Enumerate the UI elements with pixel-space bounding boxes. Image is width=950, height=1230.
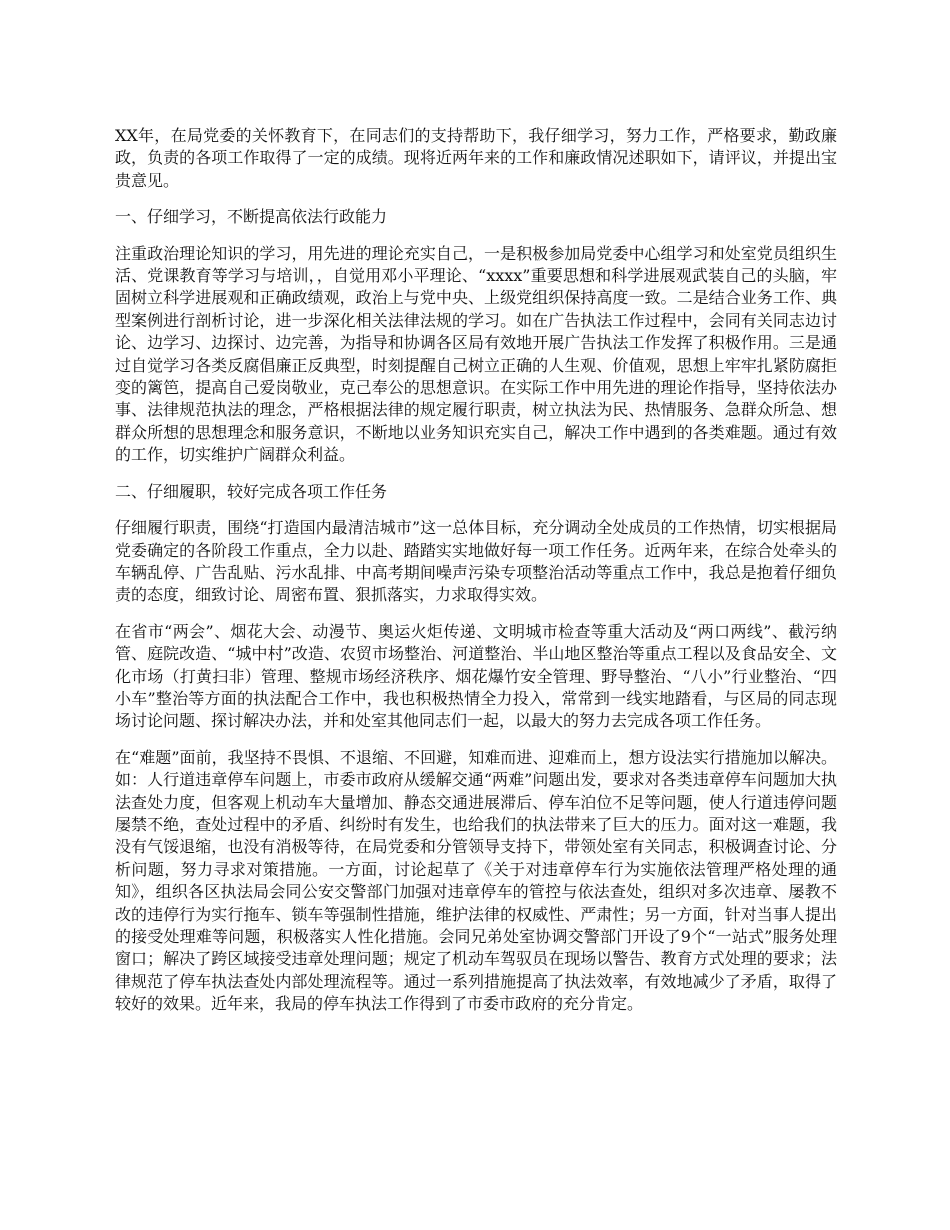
intro-paragraph: XX年，在局党委的关怀教育下，在同志们的支持帮助下，我仔细学习，努力工作，严格要求，勤政廉政，负责的各项工作取得了一定的成绩。现将近两年来的工作和廉政情况述职如下，请评议，并提出宝贵意见。 bbox=[115, 126, 837, 190]
section-2-paragraph-1: 仔细履行职责，围绕“打造国内最清洁城市”这一总体目标，充分调动全处成员的工作热情，切实根据局党委确定的各阶段工作重点，全力以赴、踏踏实实地做好每一项工作任务。近两年来，在综合处牵头的车辆乱停、广告乱贴、污水乱排、中高考期间噪声污染专项整治活动等重点工作中，我总是抱着仔细负责的态度，细致讨论、周密布置、狠抓落实，力求取得实效。 bbox=[115, 518, 837, 605]
section-1-paragraph: 注重政治理论知识的学习，用先进的理论充实自己，一是积极参加局党委中心组学习和处室党员组织生活、党课教育等学习与培训，，自觉用邓小平理论、“xxxx”重要思想和科学进展观武装自己的头脑，牢固树立科学进展观和正确政绩观，政治上与党中央、上级党组织保持高度一致。二是结合业务工作、典型案例进行剖析讨论，进一步深化相关法律法规的学习。如在广告执法工作过程中，会同有关同志边讨论、边学习、边探讨、边完善，为指导和协调各区局有效地开展广告执法工作发挥了积极作用。三是通过自觉学习各类反腐倡廉正反典型，时刻提醒自己树立正确的人生观、价值观，思想上牢牢扎紧防腐拒变的篱笆，提高自己爱岗敬业，克己奉公的思想意识。在实际工作中用先进的理论作指导，坚持依法办事、法律规范执法的理念，严格根据法律的规定履行职责，树立执法为民、热情服务、急群众所急、想群众所想的思想理念和服务意识，不断地以业务知识充实自己，解决工作中遇到的各类难题。通过有效的工作，切实维护广阔群众利益。 bbox=[115, 243, 837, 465]
document-body bbox=[115, 125, 837, 1030]
section-heading-2: 二、仔细履职，较好完成各项工作任务 bbox=[115, 481, 388, 501]
section-2-paragraph-3: 在“难题”面前，我坚持不畏惧、不退缩、不回避，知难而进、迎难而上，想方设法实行措施加以解决。如：人行道违章停车问题上，市委市政府从缓解交通“两难”问题出发，要求对各类违章停车问题加大执法查处力度，但客观上机动车大量增加、静态交通进展滞后、停车泊位不足等问题，使人行道违停问题屡禁不绝，查处过程中的矛盾、纠纷时有发生，也给我们的执法带来了巨大的压力。面对这一难题，我没有气馁退缩，也没有消极等待，在局党委和分管领导支持下，带领处室有关同志，积极调查讨论、分析问题，努力寻求对策措施。一方面，讨论起草了《关于对违章停车行为实施依法管理严格处理的通知》，组织各区执法局会同公安交警部门加强对违章停车的管控与依法查处，组织对多次违章、屡教不改的违停行为实行拖车、锁车等强制性措施，维护法律的权威性、严肃性；另一方面，针对当事人提出的接受处理难等问题，积极落实人性化措施。会同兄弟处室协调交警部门开设了9个“一站式”服务处理窗口；解决了跨区域接受违章处理问题；规定了机动车驾驭员在现场以警告、教育方式处理的要求；法律规范了停车执法查处内部处理流程等。通过一系列措施提高了执法效率，有效地减少了矛盾，取得了较好的效果。近年来，我局的停车执法工作得到了市委市政府的充分肯定。 bbox=[115, 747, 837, 1014]
section-heading-1: 一、仔细学习，不断提高依法行政能力 bbox=[115, 207, 388, 227]
section-2-paragraph-2: 在省市“两会”、烟花大会、动漫节、奥运火炬传递、文明城市检查等重大活动及“两口两线”、截污纳管、庭院改造、“城中村”改造、农贸市场整治、河道整治、半山地区整治等重点工程以及食品安全、文化市场（打黄扫非）管理、整规市场经济秩序、烟花爆竹安全管理、野导整治、“八小”行业整治、“四小车”整治等方面的执法配合工作中，我也积极热情全力投入，常常到一线实地踏看，与区局的同志现场讨论问题、探讨解决办法，并和处室其他同志们一起，以最大的努力去完成各项工作任务。 bbox=[115, 621, 837, 731]
